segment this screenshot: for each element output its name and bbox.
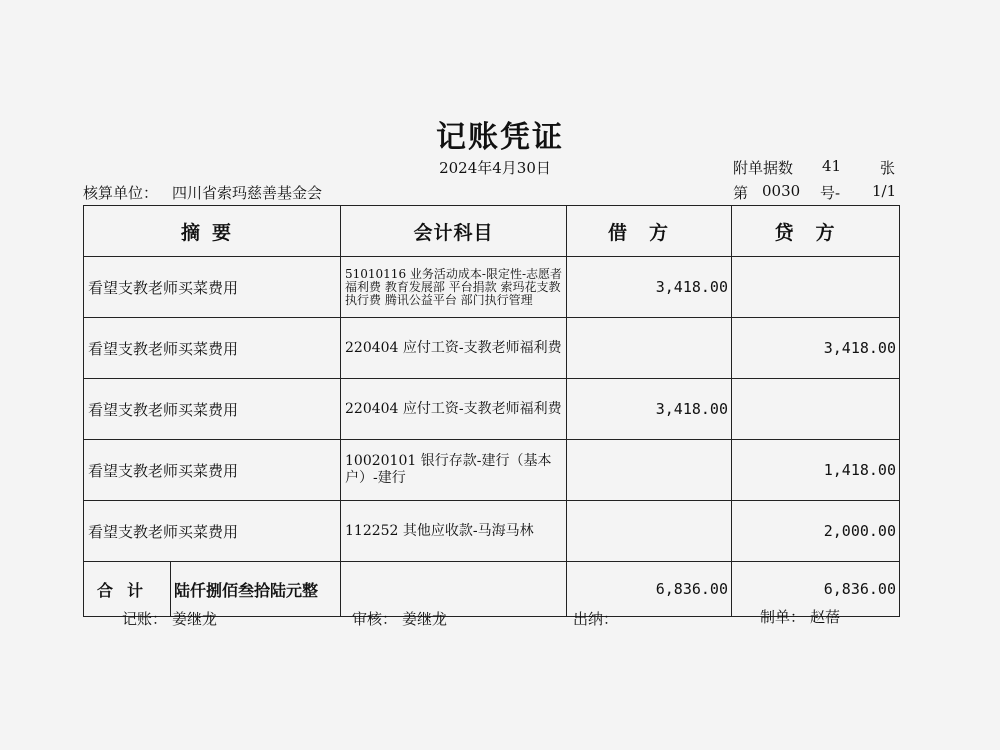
header-subject: 会计科目 — [341, 206, 567, 257]
total-label: 合计 — [84, 562, 171, 616]
row-debit — [567, 501, 732, 562]
total-credit: 6,836.00 — [732, 562, 900, 617]
voucher-no-prefix: 第 — [733, 184, 749, 202]
row-debit — [567, 318, 732, 379]
row-summary: 看望支教老师买菜费用 — [84, 257, 341, 318]
header-row — [84, 206, 900, 257]
row-debit: 3,418.00 — [567, 379, 732, 440]
table-row — [84, 440, 900, 501]
preparer-label: 制单： — [760, 608, 806, 626]
cashier-label: 出纳： — [573, 610, 619, 628]
row-subject: 220404 应付工资-支教老师福利费 — [341, 379, 567, 440]
row-subject: 112252 其他应收款-马海马林 — [341, 501, 567, 562]
voucher-no-suffix: 号- — [820, 184, 841, 202]
attachments-unit: 张 — [880, 159, 896, 177]
row-credit: 3,418.00 — [732, 318, 900, 379]
row-summary: 看望支教老师买菜费用 — [84, 440, 341, 501]
total-debit: 6,836.00 — [567, 562, 732, 617]
row-credit: 1,418.00 — [732, 440, 900, 501]
table-row — [84, 379, 900, 440]
row-summary: 看望支教老师买菜费用 — [84, 318, 341, 379]
table-row — [84, 501, 900, 562]
reviewer-label: 审核： — [352, 610, 398, 628]
row-credit: 2,000.00 — [732, 501, 900, 562]
header-debit: 借方 — [567, 206, 732, 257]
row-subject: 51010116 业务活动成本-限定性-志愿者福利费 教育发展部 平台捐款 索玛花支教 执行费 腾讯公益平台 部门执行管理 — [341, 257, 567, 318]
row-summary: 看望支教老师买菜费用 — [84, 501, 341, 562]
unit-label: 核算单位： — [83, 184, 159, 202]
header-summary: 摘要 — [84, 206, 341, 257]
attachments-count: 41 — [822, 157, 842, 175]
bookkeeper-label: 记账： — [122, 610, 168, 628]
voucher-date: 2024年4月30日 — [439, 159, 551, 177]
row-debit — [567, 440, 732, 501]
attachments-label: 附单据数 — [733, 159, 794, 177]
preparer-name: 赵蓓 — [810, 608, 841, 626]
voucher-page: 1/1 — [872, 182, 897, 200]
voucher-table — [83, 205, 900, 617]
row-subject: 220404 应付工资-支教老师福利费 — [341, 318, 567, 379]
unit-name: 四川省索玛慈善基金会 — [172, 184, 323, 202]
row-credit — [732, 379, 900, 440]
row-debit: 3,418.00 — [567, 257, 732, 318]
table-row — [84, 318, 900, 379]
reviewer-name: 姜继龙 — [402, 610, 448, 628]
header-credit: 贷方 — [732, 206, 900, 257]
row-subject: 10020101 银行存款-建行（基本户）-建行 — [341, 440, 567, 501]
voucher-title: 记账凭证 — [436, 120, 564, 155]
row-credit — [732, 257, 900, 318]
total-words: 陆仟捌佰叁拾陆元整 — [174, 580, 319, 600]
bookkeeper-name: 姜继龙 — [172, 610, 218, 628]
table-row — [84, 257, 900, 318]
row-summary: 看望支教老师买菜费用 — [84, 379, 341, 440]
voucher-number: 0030 — [762, 182, 801, 200]
